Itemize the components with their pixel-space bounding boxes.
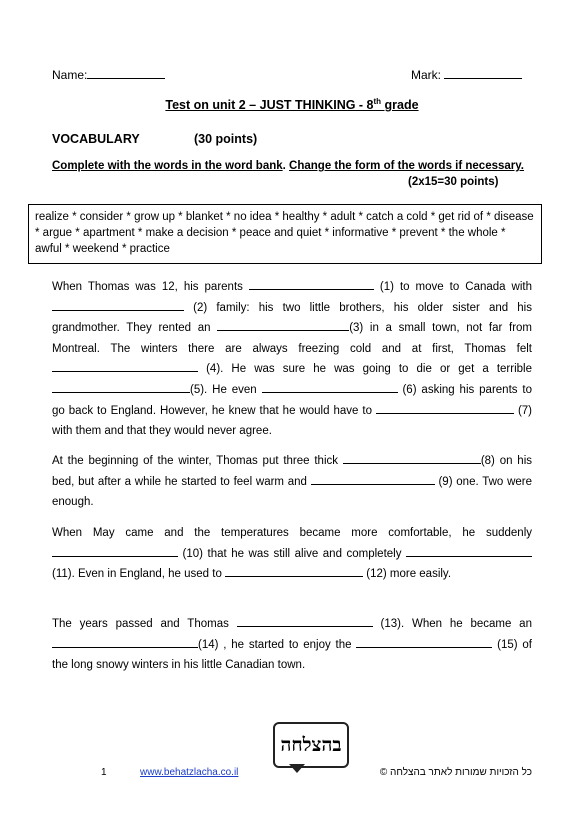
behatzlacha-logo	[273, 722, 349, 768]
page-number: 1	[101, 767, 107, 778]
blank-9[interactable]	[311, 473, 435, 485]
blank-1[interactable]	[249, 278, 374, 290]
website-link[interactable]: www.behatzlacha.co.il	[140, 767, 239, 778]
instructions-part2: Change the form of the words if necessary.	[289, 160, 524, 172]
blank-6[interactable]	[262, 381, 398, 393]
blank-4[interactable]	[52, 360, 198, 372]
blank-2[interactable]	[52, 299, 184, 311]
paragraph-3: When May came and the temperatures became more comfortable, he suddenly (10) that he was still alive and completely (11). Even in England, he used to (12) more easily.	[52, 527, 532, 581]
blank-15[interactable]	[356, 636, 492, 648]
section-points: (30 points)	[194, 132, 258, 146]
paragraph-1: When Thomas was 12, his parents (1) to move to Canada with (2) family: his two little brothers, his older sister and his grandmother. They rented an (3) in a small town, not far from Montreal. The winters there are always freezing cold and at first, Thomas felt (4). He was sure he was going to die or get a terrible (5). He even (6) asking his parents to go back to England. However, he knew that he would have to (7) with them and that they would never agree.	[52, 277, 532, 442]
mark-label: Mark:	[411, 68, 441, 82]
blank-12[interactable]	[225, 565, 363, 577]
blank-3[interactable]	[217, 319, 349, 331]
name-label: Name:	[52, 68, 88, 82]
blank-10[interactable]	[52, 545, 178, 557]
paragraph-2: At the beginning of the winter, Thomas put three thick (8) on his bed, but after a while he started to feel warm and (9) one. Two were enough.	[52, 451, 532, 513]
section-title: VOCABULARY	[52, 132, 140, 146]
word-bank: realize * consider * grow up * blanket * no idea * healthy * adult * catch a cold * get rid of * disease * argue * apartment * make a decision * peace and quiet * informative * prevent * the whole * awful * weekend * practice	[28, 204, 542, 264]
copyright-text: כל הזכויות שמורות לאתר בהצלחה ©	[379, 767, 532, 778]
name-blank[interactable]	[87, 67, 165, 79]
mark-blank[interactable]	[444, 67, 522, 79]
page-title: Test on unit 2 – JUST THINKING - 8th grade	[165, 97, 419, 113]
instructions-part1: Complete with the words in the word bank	[52, 160, 283, 172]
logo-text: בהצלחה	[280, 733, 342, 756]
instructions: Complete with the words in the word bank. Change the form of the words if necessary.	[52, 160, 524, 172]
mark-field	[411, 67, 522, 82]
section-heading	[52, 132, 140, 146]
blank-11[interactable]	[406, 545, 532, 557]
blank-13[interactable]	[237, 615, 373, 627]
blank-5[interactable]	[52, 381, 190, 393]
blank-14[interactable]	[52, 636, 198, 648]
logo-speech-tail	[289, 764, 305, 773]
name-field	[52, 67, 165, 82]
scoring: (2x15=30 points)	[408, 176, 499, 188]
blank-8[interactable]	[343, 452, 481, 464]
paragraph-4: The years passed and Thomas (13). When he became an (14) , he started to enjoy the (15) of the long snowy winters in his little Canadian town.	[52, 614, 532, 676]
blank-7[interactable]	[376, 402, 514, 414]
